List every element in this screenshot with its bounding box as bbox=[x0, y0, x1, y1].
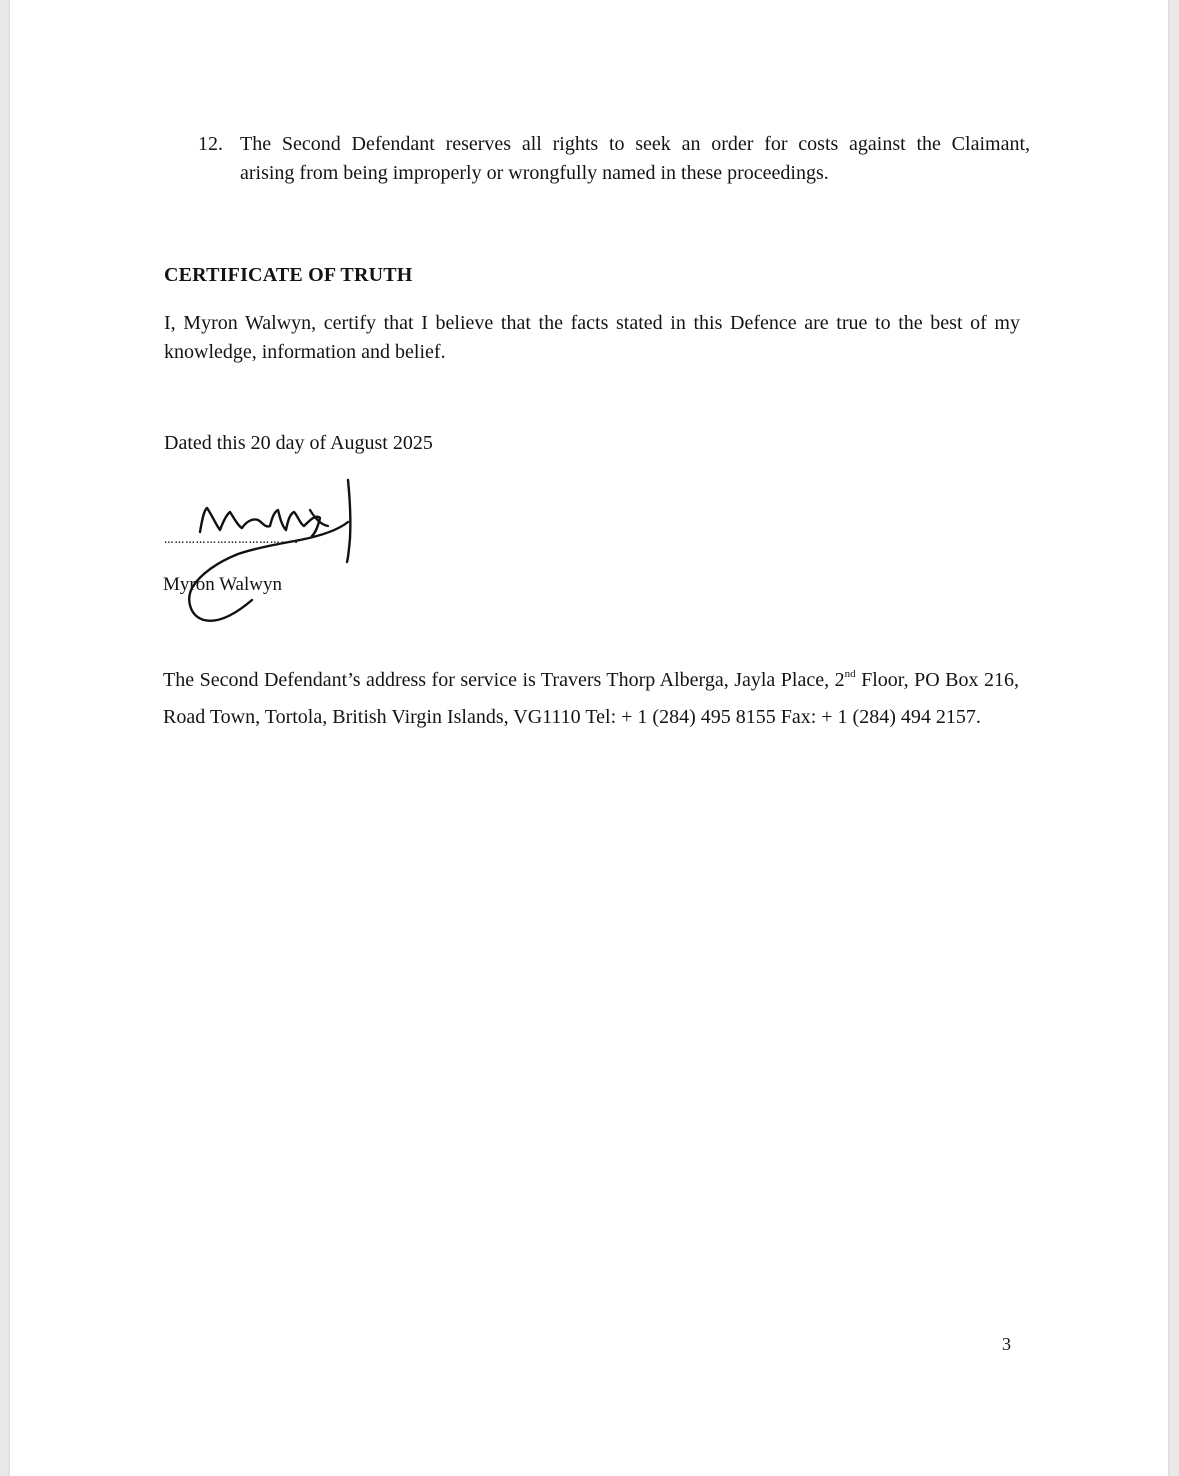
handwritten-signature bbox=[160, 470, 380, 640]
certificate-text: I, Myron Walwyn, certify that I believe that the facts stated in this Defence are true to the best of my knowledge, information and belief. bbox=[164, 312, 1020, 363]
address-text-1: The Second Defendant’s address for service is Travers Thorp Alberga, Jayla Place, 2 bbox=[163, 669, 845, 691]
dated-line: Dated this 20 day of August 2025 bbox=[164, 432, 433, 454]
paragraph-12 bbox=[198, 130, 1030, 188]
document-page bbox=[10, 0, 1168, 1476]
signature-line: ………………………………. bbox=[164, 530, 302, 548]
paragraph-line-2: arising from being improperly or wrongfully named in these proceedings. bbox=[240, 162, 829, 184]
paragraph-line-1: The Second Defendant reserves all rights to seek an order for costs against the Claimant, bbox=[240, 133, 1030, 155]
certificate-heading: CERTIFICATE OF TRUTH bbox=[164, 264, 413, 286]
signer-name: Myron Walwyn bbox=[163, 574, 282, 595]
address-superscript: nd bbox=[844, 668, 856, 680]
address-for-service bbox=[163, 662, 1019, 736]
page-number: 3 bbox=[1002, 1334, 1011, 1354]
paragraph-text bbox=[240, 130, 1030, 188]
address-text-2: Floor, PO Box 216, Road Town, Tortola, British Virgin Islands, VG1110 Tel: + 1 (284) 495 8155 Fax: + 1 (284) 494 2157. bbox=[163, 669, 1019, 728]
paragraph-number: 12. bbox=[198, 133, 223, 155]
